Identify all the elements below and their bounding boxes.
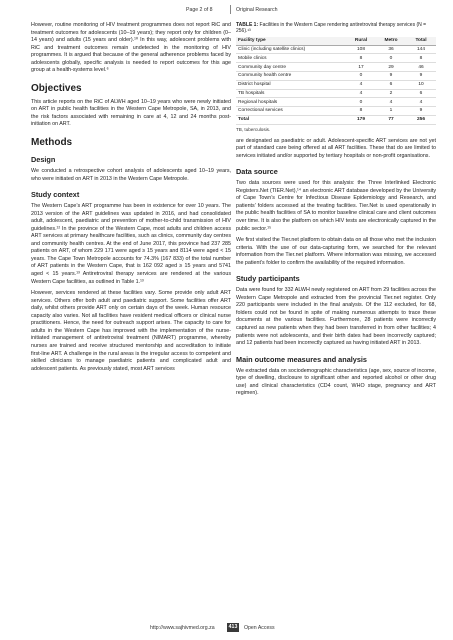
table-row [236, 89, 436, 98]
continuation-paragraph: are designated as paediatric or adult. Adolescent-specific ART services are not yet part of standard care being offered at all ART facilities. These that do are limited to services initiated and/or supported by tertiary hospitals or non-profit organisations. [236, 137, 436, 159]
table-cell: 29 [376, 63, 406, 72]
table-header-cell: Total [406, 37, 436, 45]
table-cell: 1 [376, 107, 406, 116]
table-row [236, 63, 436, 72]
table-row [236, 107, 436, 116]
journal-section: Original Research [236, 7, 278, 13]
data-source-heading: Data source [236, 167, 278, 177]
table-cell: 9 [406, 107, 436, 116]
table-cell: 2 [376, 89, 406, 98]
data-source-paragraph-2: We first visited the Tier.net platform to obtain data on all those who met the inclusion criteria. With the use of our data-capturing form, we searched for the relevant information from the Tier.net platform. Where information was missing, we accessed the patient’s folder to confirm the availability of the required information. [236, 237, 436, 266]
table-cell: 179 [346, 115, 376, 124]
design-heading: Design [31, 155, 56, 165]
page-number: 413 [228, 624, 238, 630]
table-cell: 8 [406, 54, 436, 63]
table-caption [236, 22, 436, 35]
table-cell: Clinic (including satellite clinics) [236, 45, 346, 54]
table-cell: Total [236, 115, 346, 124]
left-column [31, 22, 231, 377]
table-cell: 256 [406, 115, 436, 124]
study-participants-paragraph: Data were found for 332 ALWH newly registered on ART from 29 facilities across the Western Cape Metropole and extracted from the provincial Tier.net register. Only 220 participants were included in the final analysis. Of the 112 excluded, for 68, folders could not be found in spite of making numerous attempts to trace these documents at the various facilities. Furthermore, 28 patients were incorrectly captured as new patients when they had been transferred in from other facilities; 4 patients were not adolescents, and their birth dates had been incorrectly captured; and 12 patients had been incorrectly captured as having initiated ART in 2013. [236, 287, 436, 347]
table-row [236, 80, 436, 89]
data-source-paragraph-1: Two data sources were used for this analysis: the Three Interlinked Electronic Registers.Net (TIER.Net),¹⁴ an electronic ART database developed by the University of Cape Town’s Centre for Infectious Disease Epidemiology and Research, and patients’ folders accessed at the treating facilities. Tier.Net is used operationally in the public health facilities of SA to monitor baseline clinical care and client outcomes over time. It is also the platform on which HIV tests are electronically captured in the public sector.¹⁵ [236, 180, 436, 232]
table-cell: 8 [346, 107, 376, 116]
design-paragraph: We conducted a retrospective cohort analysis of adolescents aged 10–19 years, who were initiated on ART in 2013 in the Western Cape Metropole. [31, 168, 231, 182]
study-context-heading: Study context [31, 190, 80, 200]
right-column [236, 22, 436, 402]
study-context-paragraph-1: The Western Cape’s ART programme has been in existence for over 10 years. The 2013 version of the ART guidelines was updated in 2016, and had consolidated adult, adolescent, paediatric and prevention of mother-to-child transmission of HIV guidelines.¹² In the province of the Western Cape, most adults and children access ART services at primary healthcare facilities, such as clinics, community day centres and community health centres. At the end of June 2017, this province had 237 285 patients on ART, of whom 229 171 were aged ≥ 15 years and 8114 were aged < 15 years. The Cape Town Metropole accounts for 74.3% (167 833) of the total number of ART patients in the Western Cape, that is 162 092 aged ≥ 15 years and 5741 aged < 15 years.¹³ Antiretroviral therapy services are rendered at the various Western Cape facilities, as outlined in Table 1.¹³ [31, 203, 231, 285]
table-cell: 6 [376, 80, 406, 89]
journal-url-link[interactable]: http://www.sajhivmed.org.za [150, 625, 215, 631]
table-cell: 6 [406, 89, 436, 98]
table-header-cell: Facility type [236, 37, 346, 45]
table-cell: 8 [346, 54, 376, 63]
table-row [236, 98, 436, 107]
table-row [236, 71, 436, 80]
study-context-paragraph-2: However, services rendered at these facilities vary. Some provide only adult ART services. Others offer both adult and paediatric support. Some facilities offer ART daily, whilst others provide ART only on certain days of the week. Human resource capacity also varies. Not all facilities have resident medical officers or clinical nurse practitioners. Hence, the need for outreach support arises. The capacity to care for adults in the Western Cape has improved with the implementation of the nurse-initiated management of antiretroviral treatment (NIMART) programme, whereby nurses are trained and receive structured mentorship and accreditation to initiate first-line ART. A challenge in the rural areas is the irregular access to competent and skilled clinicians to manage paediatric patients and complicated adult and adolescent patients. As previously stated, most ART services [31, 290, 231, 372]
table-row [236, 45, 436, 54]
table-header-row [236, 37, 436, 45]
table-cell: 4 [346, 80, 376, 89]
methods-heading: Methods [31, 137, 73, 149]
table-cell: Mobile clinics [236, 54, 346, 63]
table-cell: Community health centre [236, 71, 346, 80]
page-label: Page 2 of 8 [186, 7, 213, 13]
table-cell: 108 [346, 45, 376, 54]
table-cell: 4 [376, 98, 406, 107]
table-header-cell: Rural [346, 37, 376, 45]
table-cell: 9 [376, 71, 406, 80]
objectives-paragraph: This article reports on the RiC of ALWH aged 10–19 years who were newly initiated on ART in public health facilities in the Western Cape Metropole, SA, in 2013, and the risk factors associated with remaining in care at 4, 12 and 24 months post-initiation on ART. [31, 98, 231, 128]
table-cell: TB hospitals [236, 89, 346, 98]
table-header-cell: Metro [376, 37, 406, 45]
table-caption-text: Facilities in the Western Cape rendering antiretroviral therapy services (N = 256).¹³ [236, 22, 427, 35]
table-cell: 46 [406, 63, 436, 72]
table-cell: 9 [406, 71, 436, 80]
table-cell: 77 [376, 115, 406, 124]
table-cell: 4 [406, 98, 436, 107]
table-total-row [236, 115, 436, 124]
table-cell: District hospital [236, 80, 346, 89]
outcome-measures-paragraph: We extracted data on sociodemographic characteristics (age, sex, source of income, type of dwelling, disclosure to significant other and reported alcohol or other drug use) and clinical characteristics (CD4 count, WHO stage, pregnancy and ART regimen). [236, 367, 436, 397]
header-divider [230, 5, 231, 14]
table-cell: 0 [346, 98, 376, 107]
table-footnote: TB, tuberculosis. [236, 126, 271, 132]
table-cell: 4 [346, 89, 376, 98]
open-access-label: Open Access [244, 625, 275, 631]
table-cell: 17 [346, 63, 376, 72]
table-cell: 0 [346, 71, 376, 80]
table-cell: 10 [406, 80, 436, 89]
table-cell: Community day centre [236, 63, 346, 72]
table-cell: 0 [376, 54, 406, 63]
table-row [236, 54, 436, 63]
table-cell: 36 [376, 45, 406, 54]
table-cell: Regional hospitals [236, 98, 346, 107]
study-participants-heading: Study participants [236, 274, 300, 284]
objectives-heading: Objectives [31, 82, 82, 94]
table-caption-label: TABLE 1: [236, 22, 259, 28]
outcome-measures-heading: Main outcome measures and analysis [236, 354, 367, 364]
table-cell: Correctional services [236, 107, 346, 116]
intro-paragraph: However, routine monitoring of HIV treatment programmes does not report RiC and treatment outcomes for adolescents (10–19 years); they report only for children (0–14 years) and adults (15 years and older).¹⁰ In this way, adolescent problems with RiC and treatment outcomes remain undetected in the monitoring of HIV programmes. It is argued that because of the general adherence problems faced by adolescents globally, specific analysis is needed to report outcomes for this age group at a health-systems level.⁶ [31, 22, 231, 74]
table-cell: 144 [406, 45, 436, 54]
facilities-table [236, 37, 436, 125]
